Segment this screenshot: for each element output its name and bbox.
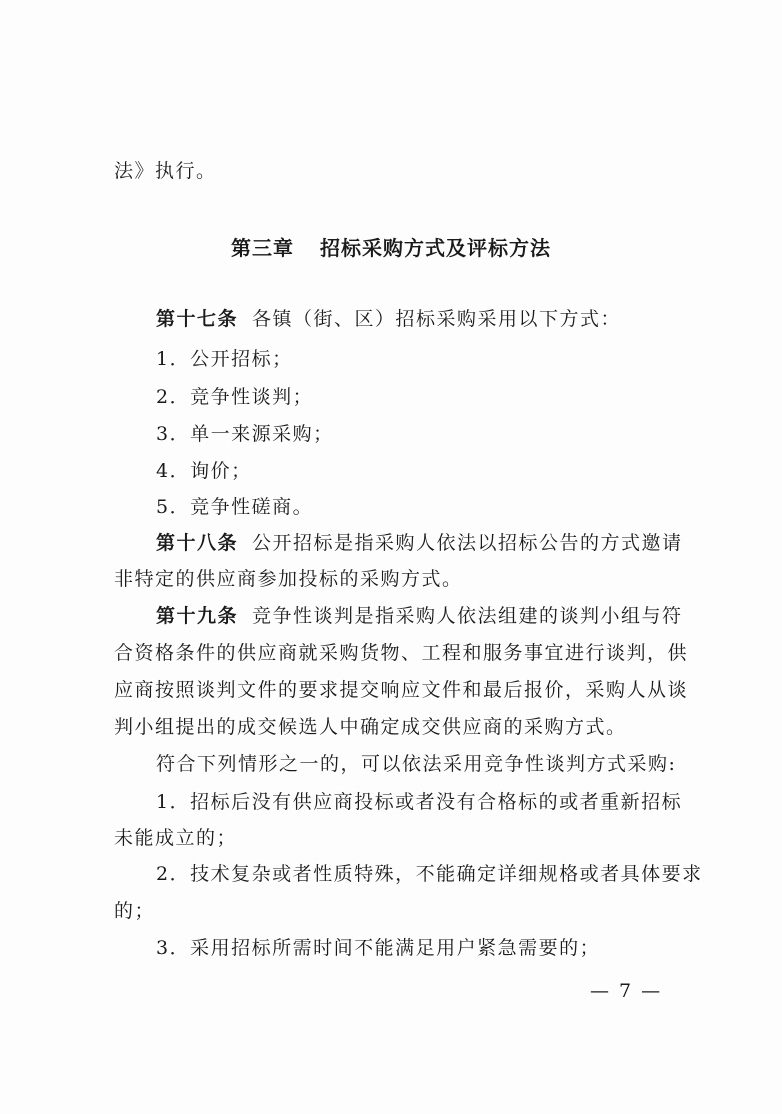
article-18-line-2: 非特定的供应商参加投标的采购方式。 xyxy=(114,568,463,590)
condition-2-line-1: 2．技术复杂或者性质特殊，不能确定详细规格或者具体要求 xyxy=(156,863,703,885)
article-19-line-3: 应商按照谈判文件的要求提交响应文件和最后报价，采购人从谈 xyxy=(114,679,689,701)
condition-1-line-1: 1．招标后没有供应商投标或者没有合格标的或者重新招标 xyxy=(156,791,683,813)
chapter-heading xyxy=(0,232,782,261)
article-17-text: 各镇（街、区）招标采购采用以下方式： xyxy=(252,308,622,330)
article-17-lead: 第十七条 xyxy=(156,308,239,330)
method-item-1: 1．公开招标； xyxy=(156,348,293,370)
chapter-title: 招标采购方式及评标方法 xyxy=(320,236,551,260)
article-19-line-4: 判小组提出的成交候选人中确定成交供应商的采购方式。 xyxy=(114,716,627,738)
method-item-2: 2．竞争性谈判； xyxy=(156,386,314,408)
article-18-line-1 xyxy=(156,530,694,556)
previous-section-tail: 法》执行。 xyxy=(114,160,217,182)
article-17 xyxy=(156,306,694,332)
article-18-text: 公开招标是指采购人依法以招标公告的方式邀请 xyxy=(252,532,683,554)
method-item-4: 4．询价； xyxy=(156,460,252,482)
article-19-text: 竞争性谈判是指采购人依法组建的谈判小组与符 xyxy=(252,605,683,627)
article-18-lead: 第十八条 xyxy=(156,532,239,554)
article-19-line-1 xyxy=(156,603,694,629)
article-19-line-2: 合资格条件的供应商就采购货物、工程和服务事宜进行谈判，供 xyxy=(114,642,689,664)
method-item-5: 5．竞争性磋商。 xyxy=(156,496,314,518)
article-19-lead: 第十九条 xyxy=(156,605,239,627)
condition-2-line-2: 的； xyxy=(114,900,156,922)
condition-1-line-2: 未能成立的； xyxy=(114,827,238,849)
conditions-intro: 符合下列情形之一的，可以依法采用竞争性谈判方式采购: xyxy=(156,753,677,775)
condition-3-line-1: 3．采用招标所需时间不能满足用户紧急需要的； xyxy=(156,937,601,959)
method-item-3: 3．单一来源采购； xyxy=(156,423,334,445)
page-number: — 7 — xyxy=(590,980,663,1002)
chapter-number: 第三章 xyxy=(231,236,294,260)
